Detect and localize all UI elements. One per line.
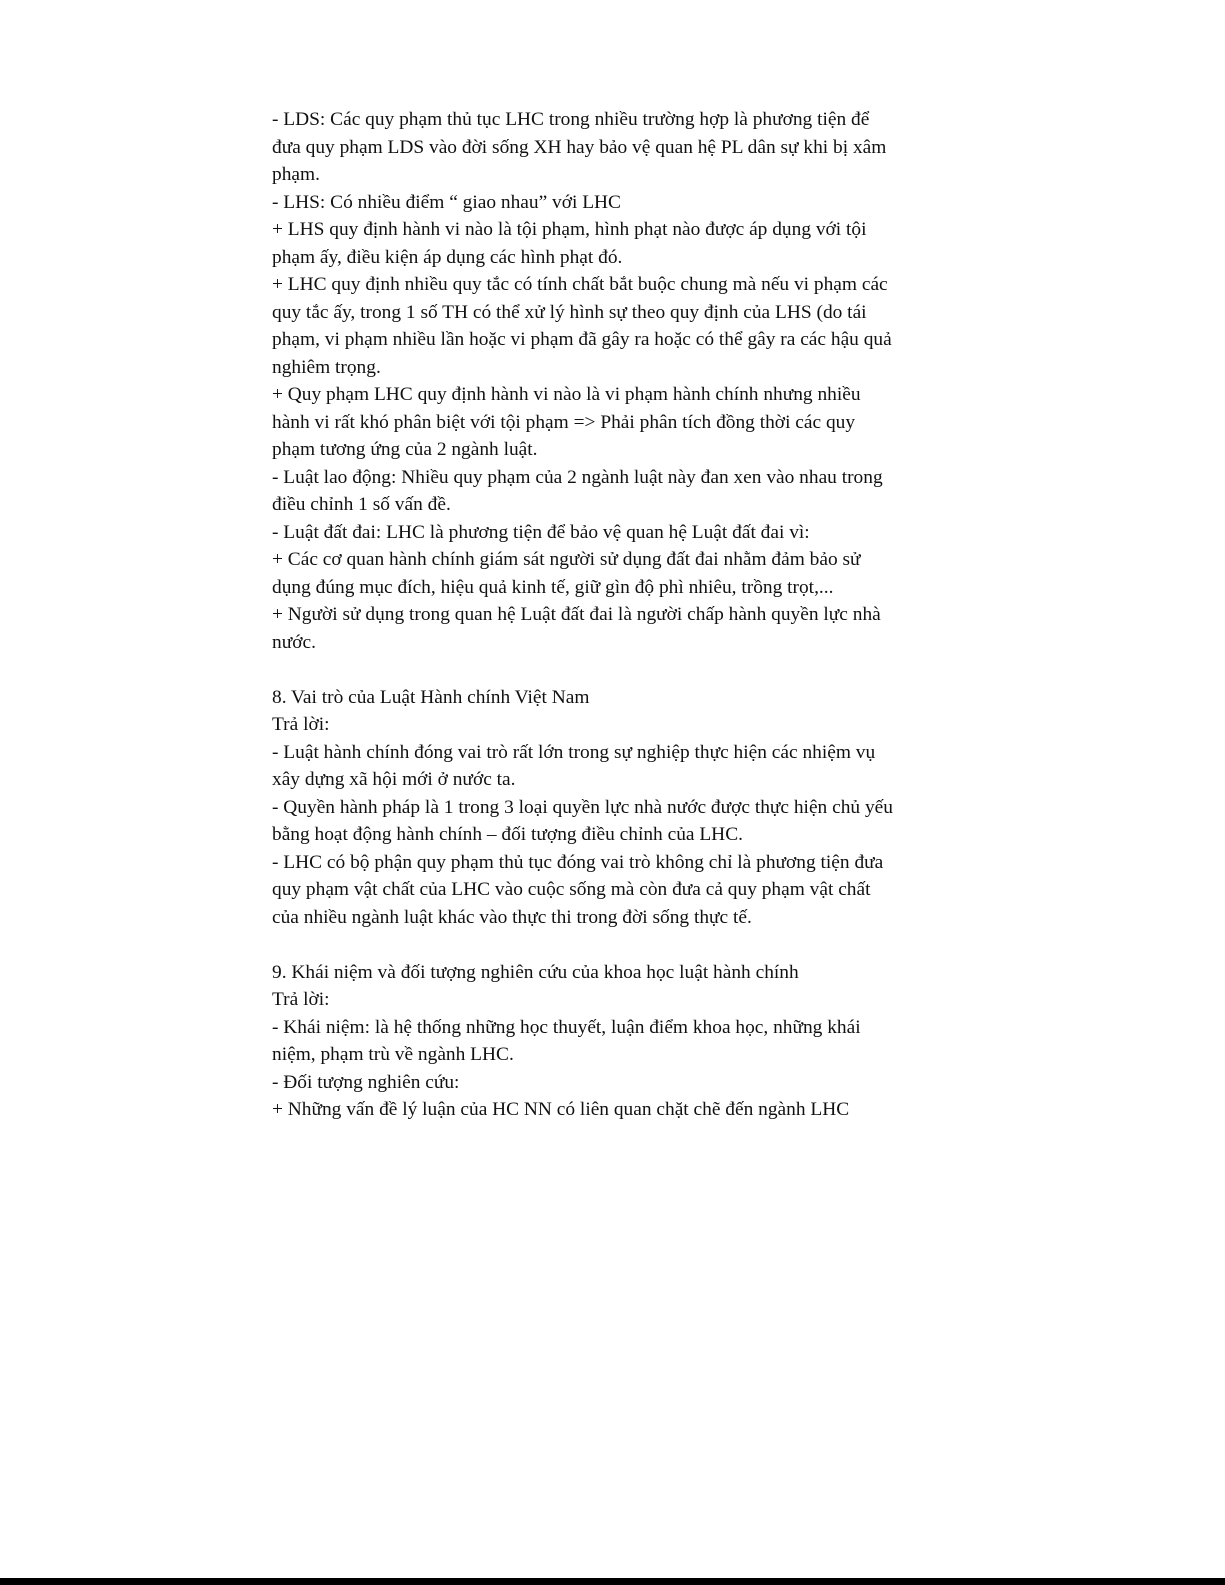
text-line: - Đối tượng nghiên cứu:: [272, 1071, 460, 1093]
blank-line: [272, 931, 952, 959]
section-heading: 9. Khái niệm và đối tượng nghiên cứu của khoa học luật hành chính: [272, 961, 799, 983]
text-line: phạm.: [272, 164, 320, 185]
text-line: phạm ấy, điều kiện áp dụng các hình phạt đó.: [272, 246, 623, 268]
text-line: niệm, phạm trù về ngành LHC.: [272, 1044, 514, 1065]
text-line: - LDS: Các quy phạm thủ tục LHC trong nhiều trường hợp là phương tiện để: [272, 109, 870, 130]
text-line: - Luật hành chính đóng vai trò rất lớn trong sự nghiệp thực hiện các nhiệm vụ: [272, 741, 876, 763]
section-heading: 8. Vai trò của Luật Hành chính Việt Nam: [272, 686, 590, 708]
text-line: + Người sử dụng trong quan hệ Luật đất đai là người chấp hành quyền lực nhà: [272, 604, 881, 625]
document-body: [272, 106, 952, 1124]
text-line: của nhiều ngành luật khác vào thực thi trong đời sống thực tế.: [272, 906, 752, 928]
text-line: + Quy phạm LHC quy định hành vi nào là vi phạm hành chính nhưng nhiều: [272, 384, 861, 405]
blank-line: [272, 656, 952, 684]
text-line: + LHS quy định hành vi nào là tội phạm, hình phạt nào được áp dụng với tội: [272, 219, 867, 240]
text-line: đưa quy phạm LDS vào đời sống XH hay bảo vệ quan hệ PL dân sự khi bị xâm: [272, 136, 887, 158]
page-bottom-edge: [0, 1578, 1225, 1585]
text-line: - LHS: Có nhiều điểm “ giao nhau” với LHC: [272, 191, 621, 213]
answer-label: Trả lời:: [272, 989, 330, 1010]
text-line: + Những vấn đề lý luận của HC NN có liên quan chặt chẽ đến ngành LHC: [272, 1099, 850, 1120]
text-line: + Các cơ quan hành chính giám sát người sử dụng đất đai nhằm đảm bảo sử: [272, 549, 861, 570]
text-line: hành vi rất khó phân biệt với tội phạm => Phải phân tích đồng thời các quy: [272, 411, 856, 433]
answer-label: Trả lời:: [272, 714, 330, 735]
text-line: phạm tương ứng của 2 ngành luật.: [272, 439, 538, 460]
text-line: - Khái niệm: là hệ thống những học thuyết, luận điểm khoa học, những khái: [272, 1016, 861, 1038]
text-line: - Luật lao động: Nhiều quy phạm của 2 ngành luật này đan xen vào nhau trong: [272, 466, 883, 488]
text-line: - Luật đất đai: LHC là phương tiện để bảo vệ quan hệ Luật đất đai vì:: [272, 521, 810, 543]
text-line: nghiêm trọng.: [272, 356, 381, 378]
text-line: - LHC có bộ phận quy phạm thủ tục đóng vai trò không chỉ là phương tiện đưa: [272, 851, 884, 873]
text-line: bằng hoạt động hành chính – đối tượng điều chỉnh của LHC.: [272, 824, 743, 845]
text-line: dụng đúng mục đích, hiệu quả kinh tế, giữ gìn độ phì nhiêu, trồng trọt,...: [272, 576, 834, 598]
text-line: nước.: [272, 631, 316, 653]
text-line: - Quyền hành pháp là 1 trong 3 loại quyền lực nhà nước được thực hiện chủ yếu: [272, 796, 893, 818]
text-line: quy tắc ấy, trong 1 số TH có thể xử lý hình sự theo quy định của LHS (do tái: [272, 301, 867, 323]
text-line: điều chỉnh 1 số vấn đề.: [272, 494, 451, 515]
text-line: xây dựng xã hội mới ở nước ta.: [272, 769, 516, 790]
text-line: quy phạm vật chất của LHC vào cuộc sống mà còn đưa cả quy phạm vật chất: [272, 879, 871, 900]
text-line: + LHC quy định nhiều quy tắc có tính chất bắt buộc chung mà nếu vi phạm các: [272, 274, 888, 295]
text-line: phạm, vi phạm nhiều lần hoặc vi phạm đã gây ra hoặc có thể gây ra các hậu quả: [272, 329, 892, 350]
